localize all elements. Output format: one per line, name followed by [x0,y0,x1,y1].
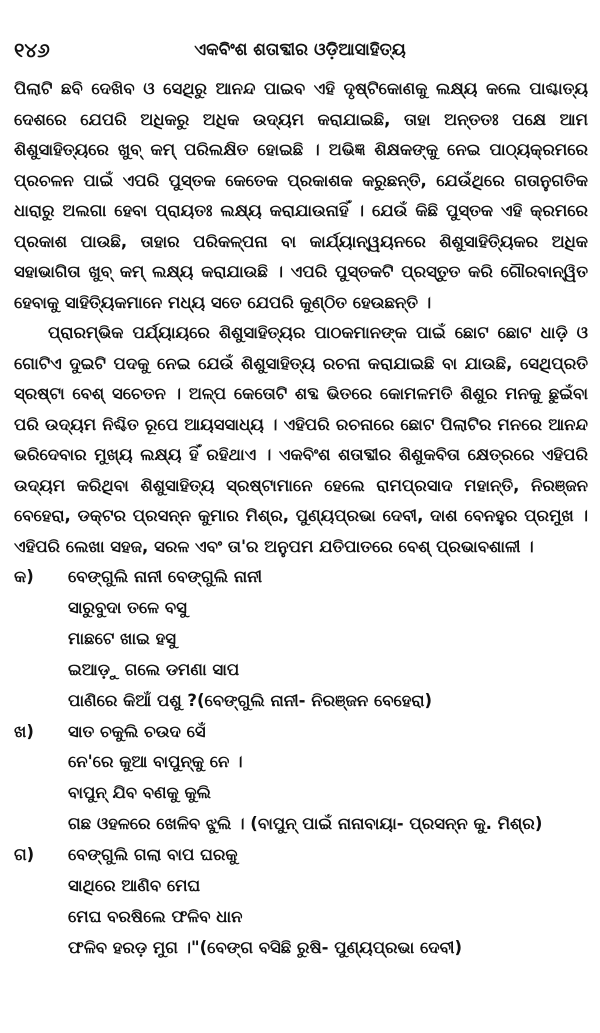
poem-line: ନେ'ରେ କୁଆ ବାପୁନ୍‌କୁ ନେ । [68,752,243,772]
poem-citation: (ବେଙ୍ଗ ବସିଛି ରୁଷି- ପୁଣ୍ୟପ୍ରଭା ଦେବୀ) [199,937,463,957]
poem-line: ମେଘ ବରଷିଲେ ଫଳିବ ଧାନ [68,906,243,926]
poem-block [14,717,588,841]
poem-line: ମାଛଟେ ଖାଇ ହସୁ [68,628,176,648]
poem-line-text: ବେଙ୍ଗୁଲି ଗଲା ବାପ ଘରକୁ [68,845,238,865]
poem-line: ବାପୁନ୍ ଯିବ ବଣକୁ କୁଲି [68,783,212,803]
poem-line-text: ବେଙ୍ଗୁଲି ନାନୀ ବେଙ୍ଗୁଲି ନାନୀ [68,567,263,586]
poem-citation: (ବେଙ୍ଗୁଲି ନାନୀ- ନିରଞ୍ଜନ ବେହେରା) [196,690,433,710]
poem-line [14,686,588,717]
poem-line-text: ଗଛ ଓହଳରେ ଖେଳିବ ଝୁଲି । [68,814,245,834]
poem-line [14,717,588,748]
page-body [14,74,588,964]
poem-label: ଖ) [14,721,34,741]
poem-line-text: ଫଳିବ ହରଡ଼ ମୁଗ ।" [68,937,200,957]
poem-line: ସାଥିରେ ଆଣିବ ମେଘ [68,876,201,896]
poem-line [14,933,588,964]
poem-line [14,809,588,840]
body-paragraph: ପ୍ରାରମ୍ଭିକ ପର୍ଯ୍ୟାୟରେ ଶିଶୁସାହିତ୍ୟର ପାଠକମାନଙ୍କ ପାଇଁ ଛୋଟ ଛୋଟ ଧାଡ଼ି ଓ ଗୋଟିଏ ଦୁଇଟି ପଦକୁ ନେଇ ଯେଉଁ ଶିଶୁସାହିତ୍ୟ ରଚନା କରାଯାଇଛି ବା ଯାଉଛି, ସେଥିପ୍ରତି ସ୍ରଷ୍ଟା ବେଶ୍ ସଚେତନ । ଅଳ୍ପ କେତୋଟି ଶବ୍ଦ ଭିତରେ କୋମଳମତି ଶିଶୁର ମନକୁ ଛୁଇଁବା ପରି ଉଦ୍ୟମ ନିଶ୍ଚିତ ରୂପେ ଆୟସସାଧ୍ୟ । ଏହିପରି ରଚନାରେ ଛୋଟ ପିଲାଟିର ମନରେ ଆନନ୍ଦ ଭରିଦେବାର ମୁଖ୍ୟ ଲକ୍ଷ୍ୟ ହିଁ ରହିଥାଏ । ଏକବିଂଶ ଶତାବ୍ଦୀର ଶିଶୁକବିତା କ୍ଷେତ୍ରରେ ଏହିପରି ଉଦ୍ୟମ କରିଥିବା ଶିଶୁସାହିତ୍ୟ ସ୍ରଷ୍ଟାମାନେ ହେଲେ ରାମପ୍ରସାଦ ମହାନ୍ତି, ନିରଞ୍ଜନ ବେହେରା, ଡକ୍ଟର ପ୍ରସନ୍ନ କୁମାର ମିଶ୍ର, ପୁଣ୍ୟପ୍ରଭା ଦେବୀ, ଦାଶ ବେନହୁର ପ୍ରମୁଖ । ଏହିପରି ଲେଖା ସହଜ, ସରଳ ଏବଂ ତା'ର ଅନୁପମ ଯତିପାତରେ ବେଶ୍ ପ୍ରଭାବଶାଳୀ । [14,323,588,556]
running-title: ଏକବିଂଶ ଶତାବ୍ଦୀର ଓଡ଼ିଆସାହିତ୍ୟ [194,40,406,60]
poem-label: ଗ) [14,845,35,865]
poem-citation: (ବାପୁନ୍ ପାଇଁ ନାନାବାୟା- ପ୍ରସନ୍ନ କୁ. ମିଶ୍ର) [250,814,543,834]
poem-line: ଇଆଡ଼ୁ ଗଲେ ଡମଣା ସାପ [68,659,240,679]
page-header [0,38,600,68]
poem-line: ସାରୁବୁଦା ତଳେ ବସୁ [68,597,187,617]
poem-label: କ) [14,567,34,586]
poem-line-text: ପାଣିରେ କିଆଁ ପଶୁ ? [68,690,197,710]
poem-block [14,840,588,964]
poem-line [14,840,588,871]
body-paragraph: ପିଲାଟି ଛବି ଦେଖିବ ଓ ସେଥିରୁ ଆନନ୍ଦ ପାଇବ ଏହି ଦୃଷ୍ଟିକୋଣକୁ ଲକ୍ଷ୍ୟ କଲେ ପାଶ୍ଚାତ୍ୟ ଦେଶରେ ଯେପରି ଅଧିକରୁ ଅଧିକ ଉଦ୍ୟମ କରାଯାଇଛି, ତାହା ଅନ୍ତତଃ ପକ୍ଷେ ଆମ ଶିଶୁସାହିତ୍ୟରେ ଖୁବ୍ କମ୍ ପରିଲକ୍ଷିତ ହୋଇଛି । ଅଭିଜ୍ଞ ଶିକ୍ଷକଙ୍କୁ ନେଇ ପାଠ୍ୟକ୍ରମରେ ପ୍ରଚଳନ ପାଇଁ ଏପରି ପୁସ୍ତକ କେତେକ ପ୍ରକାଶକ କରୁଛନ୍ତି, ଯେଉଁଥିରେ ଗତାନୁଗତିକ ଧାରାରୁ ଅଲଗା ହେବା ପ୍ରାୟତଃ ଲକ୍ଷ୍ୟ କରାଯାଉନାହିଁ । ଯେଉଁ କିଛି ପୁସ୍ତକ ଏହି କ୍ରମରେ ପ୍ରକାଶ ପାଉଛି, ତାହାର ପରିକଳ୍ପନା ବା କାର୍ଯ୍ୟାନ୍ୱୟନରେ ଶିଶୁସାହିତ୍ୟିକର ଅଧିକ ସହାଭାଗିତା ଖୁବ୍ କମ୍ ଲକ୍ଷ୍ୟ କରାଯାଉଛି । ଏପରି ପୁସ୍ତକଟି ପ୍ରସ୍ତୁତ କରି ଗୌରବାନ୍ୱିତ ହେବାକୁ ସାହିତ୍ୟିକମାନେ ମଧ୍ୟ ସତେ ଯେପରି କୁଣ୍ଠିତ ହେଉଛନ୍ତି । [14,79,588,312]
page-number: ୧୪୬ [14,38,50,62]
poem-line-text: ସାତ ଚକୁଲି ଚଉଦ ସେଁ [68,721,206,741]
poem-block [14,562,588,717]
poem-line [14,562,588,593]
